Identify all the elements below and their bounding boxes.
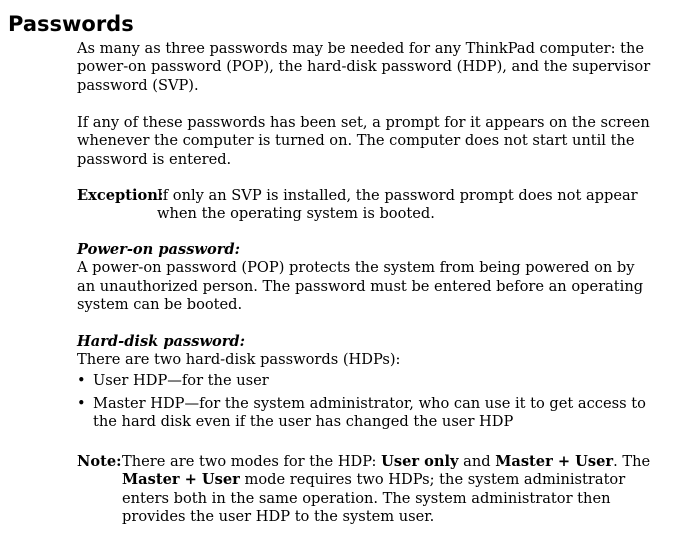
mode-master-user: Master + User [495,453,614,470]
list-item-text: User HDP—for the user [93,371,269,389]
hdp-intro: There are two hard-disk passwords (HDPs): [77,351,401,369]
intro-paragraph: As many as three passwords may be needed for any ThinkPad computer: the power-on password (POP), the hard-disk password (HDP), and the supervisor password (SVP). [77,40,651,94]
bullet-icon: • [77,371,86,389]
page-title: Passwords [8,12,134,36]
mode-user-only: User only [381,453,459,470]
exception-label: Exception: [77,187,164,204]
note-label: Note: [77,453,122,470]
list-item-text: Master HDP—for the system administrator, who can use it to get access to the hard disk even if the user has changed the user HDP [93,394,646,431]
hdp-section [77,333,652,431]
prompt-paragraph: If any of these passwords has been set, a prompt for it appears on the screen whenever the computer is turned on. The computer does not start until the password is entered. [77,114,650,168]
hdp-list [77,372,652,432]
note-text: There are two modes for the HDP: User only and Master + User. The Master + User mode requires two HDPs; the system administrator enters both in the same operation. The system administrator then provides the user HDP to the system user. [122,453,651,525]
list-item [77,372,652,390]
hdp-heading: Hard-disk password: [77,333,246,350]
pop-heading: Power-on password: [77,241,241,258]
list-item [77,395,652,432]
exception-text: If only an SVP is installed, the password prompt does not appear when the operating system is booted. [157,187,638,223]
pop-text: A power-on password (POP) protects the system from being powered on by an unauthorized person. The password must be entered before an operating system can be booted. [77,259,644,313]
bullet-icon: • [77,394,86,412]
mode-master-user: Master + User [122,471,240,489]
pop-section [77,241,652,314]
